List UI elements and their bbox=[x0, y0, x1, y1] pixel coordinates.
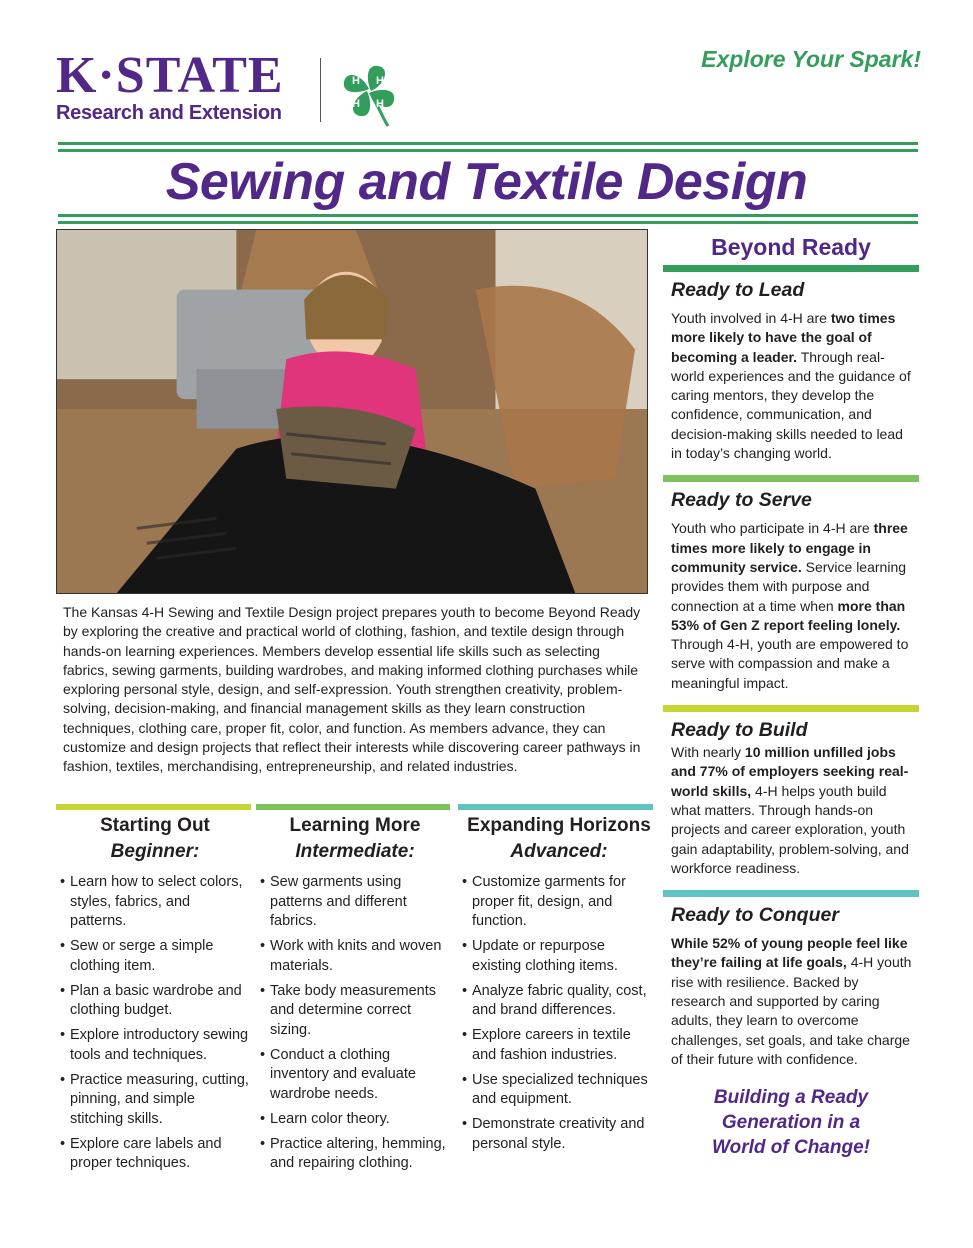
beginner-level: Beginner: bbox=[110, 841, 200, 862]
beginner-list bbox=[60, 873, 250, 1174]
build-text: With nearly 10 million unfilled jobs and 77% of employers seeking real-world skills, 4-H helps youth build what matters. Through hands-on projects and career exploration, youth gain adaptability, problem-solving, and workforce readiness. bbox=[671, 744, 909, 876]
list-item: • Explore care labels and proper techniques. bbox=[60, 1135, 250, 1174]
beginner-bar bbox=[56, 804, 251, 810]
list-item: • Demonstrate creativity and personal style. bbox=[462, 1115, 656, 1154]
list-item: • Practice measuring, cutting, pinning, and simple stitching skills. bbox=[60, 1071, 250, 1130]
list-item: • Sew or serge a simple clothing item. bbox=[60, 937, 250, 976]
logo-subtitle: Research and Extension bbox=[56, 102, 282, 124]
closing-line: Generation in a bbox=[721, 1112, 861, 1134]
list-item: • Plan a basic wardrobe and clothing budget. bbox=[60, 982, 250, 1021]
clover-letter: H bbox=[352, 75, 360, 87]
list-item: • Learn how to select colors, styles, fabrics, and patterns. bbox=[60, 873, 250, 932]
logo-wordmark: K·STATE bbox=[56, 47, 284, 104]
clover-letter: H bbox=[352, 98, 360, 110]
title-rule bbox=[58, 221, 918, 224]
photo-girl-sewing bbox=[56, 229, 648, 594]
lead-text: Youth involved in 4-H are two times more likely to have the goal of becoming a leader. Through real-world experiences and the guidance of caring mentors, they develop the confidence, communication, and decision-making skills needed to lead in today’s changing world. bbox=[671, 310, 911, 462]
list-item: • Explore introductory sewing tools and techniques. bbox=[60, 1026, 250, 1065]
list-item: • Conduct a clothing inventory and evaluate wardrobe needs. bbox=[260, 1046, 450, 1105]
sidebar-title: Beyond Ready bbox=[711, 234, 871, 260]
list-item: • Sew garments using patterns and different fabrics. bbox=[260, 873, 450, 932]
serve-bar bbox=[663, 475, 919, 482]
build-heading: Ready to Build bbox=[671, 719, 808, 742]
list-item: • Explore careers in textile and fashion industries. bbox=[462, 1026, 656, 1065]
conquer-bar bbox=[663, 890, 919, 897]
photo-illustration bbox=[57, 230, 647, 593]
tagline: Explore Your Spark! bbox=[701, 46, 921, 72]
closing-slogan bbox=[663, 1085, 919, 1160]
closing-line: Building a Ready bbox=[713, 1087, 869, 1109]
list-item: • Learn color theory. bbox=[260, 1110, 450, 1130]
conquer-heading: Ready to Conquer bbox=[671, 904, 839, 927]
clover-letter: H bbox=[376, 98, 384, 110]
serve-heading: Ready to Serve bbox=[671, 489, 812, 512]
lead-bar bbox=[663, 265, 919, 272]
clover-letter: H bbox=[376, 75, 384, 87]
advanced-level: Advanced: bbox=[510, 841, 608, 862]
title-rule bbox=[58, 214, 918, 217]
intermediate-column bbox=[260, 813, 450, 1179]
list-item: • Customize garments for proper fit, design, and function. bbox=[462, 873, 656, 932]
advanced-list bbox=[462, 873, 656, 1154]
4h-clover-icon bbox=[332, 54, 406, 128]
intermediate-list bbox=[260, 873, 450, 1174]
list-item: • Work with knits and woven materials. bbox=[260, 937, 450, 976]
page-title: Sewing and Textile Design bbox=[165, 153, 808, 211]
intermediate-title: Learning More bbox=[289, 815, 421, 836]
list-item: • Take body measurements and determine correct sizing. bbox=[260, 982, 450, 1041]
logo-divider bbox=[320, 58, 321, 122]
conquer-text: While 52% of young people feel like they’re failing at life goals, 4-H youth rise with resilience. Backed by research and supported by caring adults, they learn to overcome challenges, set goals, and take charge of their future with confidence. bbox=[671, 935, 912, 1067]
lead-heading: Ready to Lead bbox=[671, 279, 805, 301]
beginner-title: Starting Out bbox=[100, 815, 210, 836]
list-item: • Use specialized techniques and equipment. bbox=[462, 1071, 656, 1110]
build-bar bbox=[663, 705, 919, 712]
advanced-column bbox=[462, 813, 656, 1160]
list-item: • Analyze fabric quality, cost, and brand differences. bbox=[462, 982, 656, 1021]
intermediate-bar bbox=[256, 804, 450, 810]
header-rule bbox=[58, 142, 918, 145]
advanced-title: Expanding Horizons bbox=[467, 815, 651, 836]
intermediate-level: Intermediate: bbox=[295, 841, 415, 862]
intro-paragraph: The Kansas 4-H Sewing and Textile Design project prepares youth to become Beyond Ready by exploring the creative and practical world of clothing, fashion, and textile design through hands-on learning experiences. Members develop essential life skills such as selecting fabrics, sewing garments, building wardrobes, and making informed clothing purchases while exploring personal style, design, and self-expression. Youth strengthen creativity, problem-solving, decision-making, and financial management skills as they learn construction techniques, clothing care, proper fit, color, and function. As members advance, they can customize and design projects that reflect their interests while discovering career pathways in fashion, textiles, merchandising, entrepreneurship, and related industries. bbox=[63, 604, 641, 775]
beginner-column bbox=[60, 813, 250, 1179]
serve-text: Youth who participate in 4-H are three times more likely to engage in community service. Service learning provides them with purpose and connection at a time when more than 53% of Gen Z report feeling lonely. Through 4-H, youth are empowered to serve with compassion and make a meaningful impact. bbox=[671, 520, 909, 691]
closing-line: World of Change! bbox=[712, 1137, 870, 1159]
advanced-bar bbox=[458, 804, 653, 810]
list-item: • Practice altering, hemming, and repairing clothing. bbox=[260, 1135, 450, 1174]
kstate-logo bbox=[56, 47, 284, 125]
beyond-ready-sidebar bbox=[663, 229, 919, 1160]
list-item: • Update or repurpose existing clothing items. bbox=[462, 937, 656, 976]
